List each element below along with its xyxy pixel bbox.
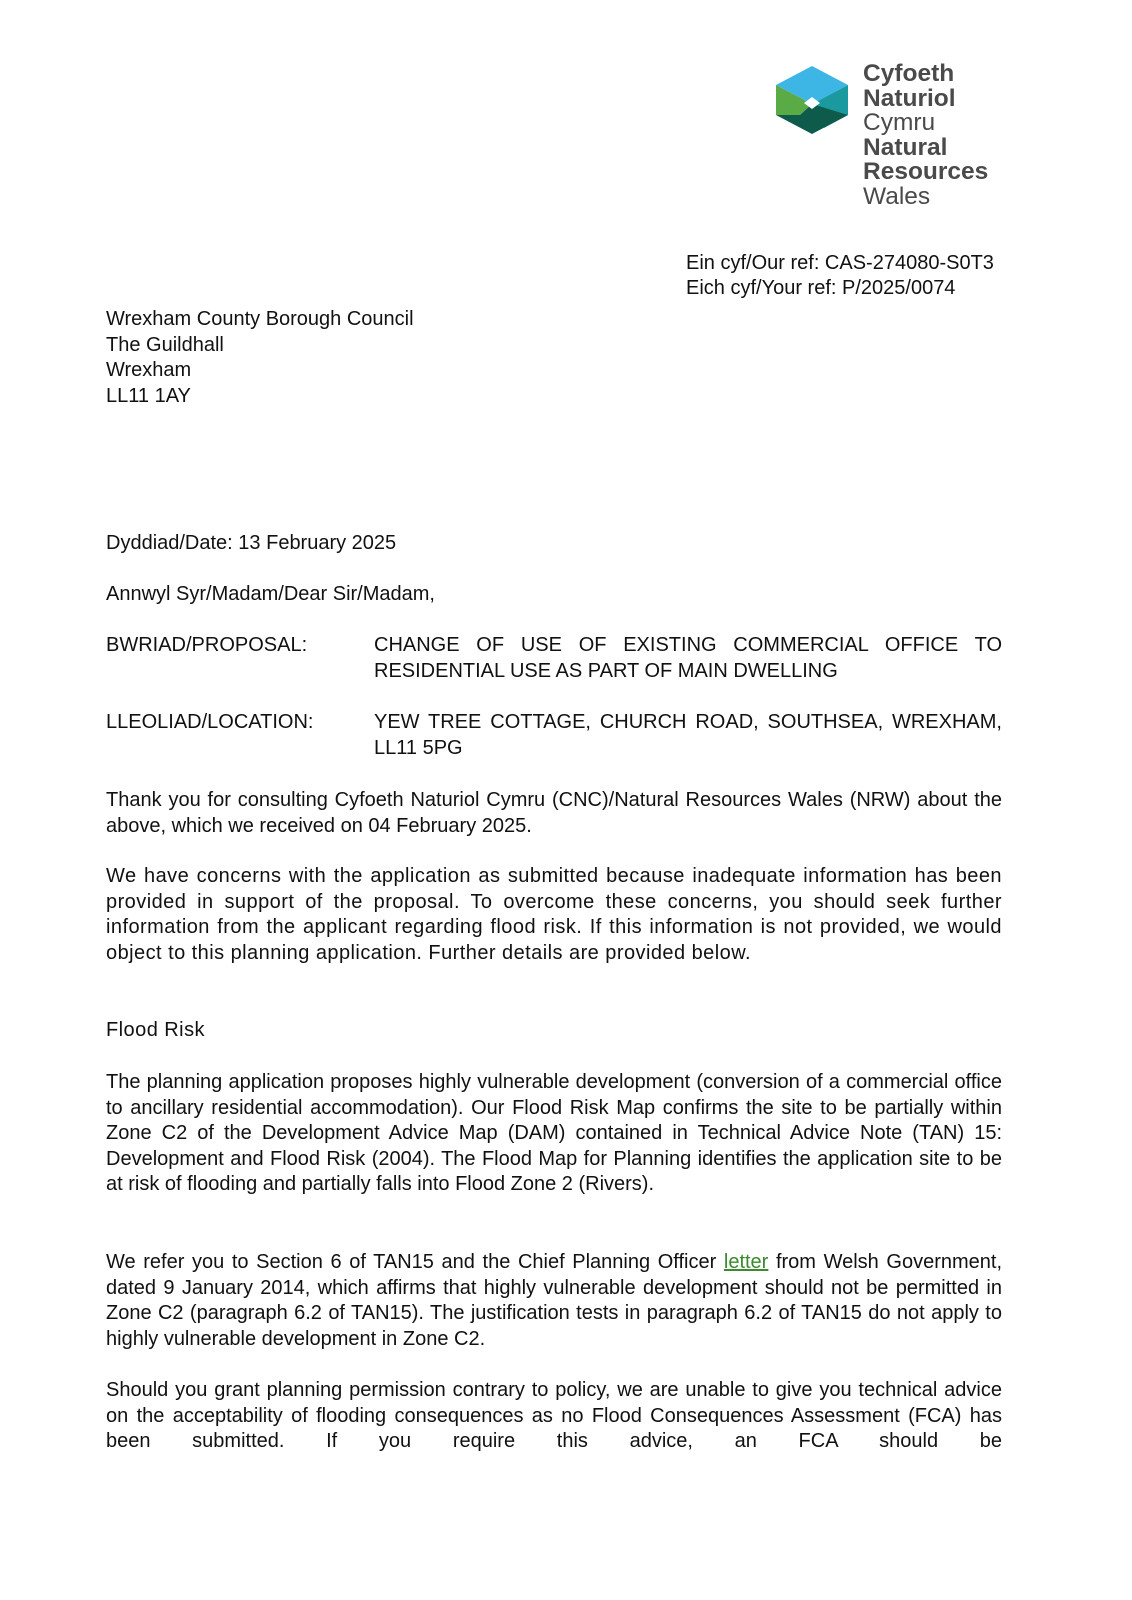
paragraph-fca: Should you grant planning permission contrary to policy, we are unable to give you technical advice on the acceptability of flooding consequences as no Flood Consequences Assessment (FCA) has been submitted. If you require this advice, an FCA should be (106, 1379, 1002, 1452)
paragraph-flood-zone: The planning application proposes highly vulnerable development (conversion of a commercial office to ancillary residential accommodation). Our Flood Risk Map confirms the site to be partially within Zone C2 of the Development Advice Map (DAM) contained in Technical Advice Note (TAN) 15: Development and Flood Risk (2004). The Flood Map for Planning identifies the application site to be at risk of flooding and partially falls into Flood Zone 2 (Rivers). (106, 1071, 1002, 1195)
text: from Welsh Government, dated 9 January 2014, which affirms that highly vulnerable development should not be permitted in Zone C2 (paragraph 6.2 of TAN15). The justification tests in paragraph 6.2 of TAN15 do not apply to highly vulnerable development in Zone C2. (106, 1251, 1003, 1350)
location (106, 710, 1002, 761)
references (686, 251, 994, 301)
heading-flood-risk: Flood Risk (106, 1019, 205, 1041)
logo-line: Wales (863, 182, 931, 210)
proposal-label: BWRIAD/PROPOSAL: (106, 634, 308, 656)
letter-date: Dyddiad/Date: 13 February 2025 (106, 532, 397, 554)
address-line: LL11 1AY (106, 384, 191, 407)
logo-line: Naturiol (863, 84, 956, 112)
paragraph-tan15 (106, 1250, 1002, 1352)
salutation: Annwyl Syr/Madam/Dear Sir/Madam, (106, 583, 435, 605)
proposal-value: CHANGE OF USE OF EXISTING COMMERCIAL OFFICE TO RESIDENTIAL USE AS PART OF MAIN DWELLING (374, 634, 1002, 682)
address-line: The Guildhall (106, 333, 224, 356)
logo-line: Cyfoeth (863, 60, 955, 87)
letter-link[interactable]: letter (723, 1251, 769, 1273)
proposal (106, 633, 1002, 684)
location-value: YEW TREE COTTAGE, CHURCH ROAD, SOUTHSEA, WREXHAM, LL11 5PG (374, 711, 1002, 759)
logo-line: Natural (863, 133, 948, 161)
paragraph-intro: Thank you for consulting Cyfoeth Naturiol Cymru (CNC)/Natural Resources Wales (NRW) about the above, which we received on 04 February 2025. (106, 789, 1002, 837)
logo-wordmark (863, 62, 988, 209)
location-label: LLEOLIAD/LOCATION: (106, 711, 314, 733)
our-ref: Ein cyf/Our ref: CAS-274080-S0T3 (686, 252, 994, 274)
recipient-address (106, 307, 1002, 409)
your-ref: Eich cyf/Your ref: P/2025/0074 (686, 277, 956, 299)
text: We refer you to Section 6 of TAN15 and the Chief Planning Officer (106, 1251, 724, 1273)
address-line: Wrexham (106, 359, 192, 381)
logo-line: Resources (863, 158, 989, 185)
logo-line: Cymru (863, 109, 936, 136)
address-line: Wrexham County Borough Council (106, 308, 414, 330)
paragraph-concerns: We have concerns with the application as submitted because inadequate information has been provided in support of the proposal. To overcome these concerns, you should seek further information from the applicant regarding flood risk. If this information is not provided, we would object to this planning application. Further details are provided below. (106, 865, 1002, 964)
